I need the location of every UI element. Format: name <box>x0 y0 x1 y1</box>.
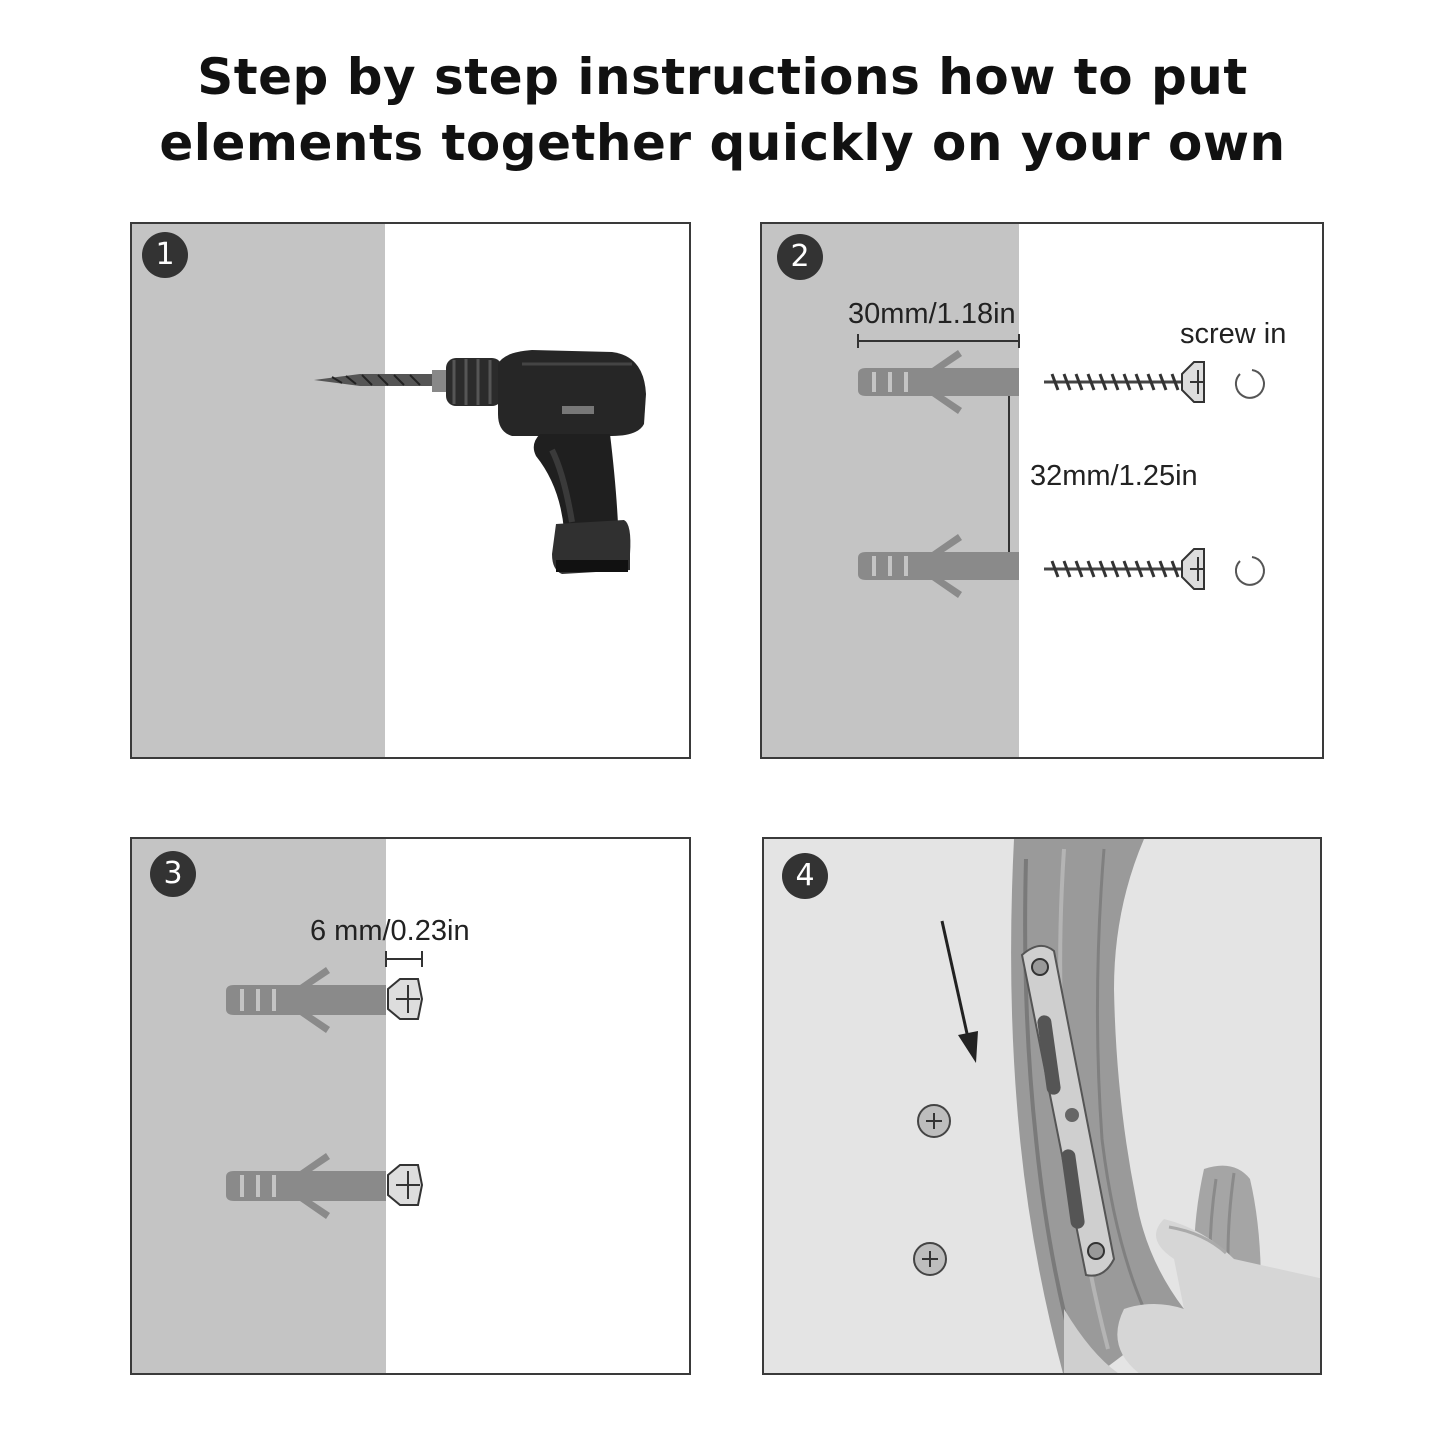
step-4-badge: 4 <box>782 853 828 899</box>
title-line-2: elements together quickly on your own <box>159 114 1286 172</box>
spacing-label: 32mm/1.25in <box>1030 460 1198 492</box>
page-title <box>0 44 1445 176</box>
title-line-1: Step by step instructions how to put <box>197 48 1248 106</box>
step-1-panel <box>130 222 691 759</box>
drill-illustration <box>132 224 691 759</box>
step-4-panel <box>762 837 1322 1375</box>
step-2-badge: 2 <box>777 234 823 280</box>
step-3-panel <box>130 837 691 1375</box>
anchor-screw-illustration <box>762 224 1324 759</box>
step-1-badge: 1 <box>142 232 188 278</box>
depth-label: 30mm/1.18in <box>848 298 1016 330</box>
action-label: screw in <box>1180 318 1287 350</box>
gap-label: 6 mm/0.23in <box>310 915 470 947</box>
step-3-badge: 3 <box>150 851 196 897</box>
step-2-panel <box>760 222 1324 759</box>
hook-mounting-photo <box>764 839 1322 1375</box>
installed-screw-illustration <box>132 839 691 1375</box>
